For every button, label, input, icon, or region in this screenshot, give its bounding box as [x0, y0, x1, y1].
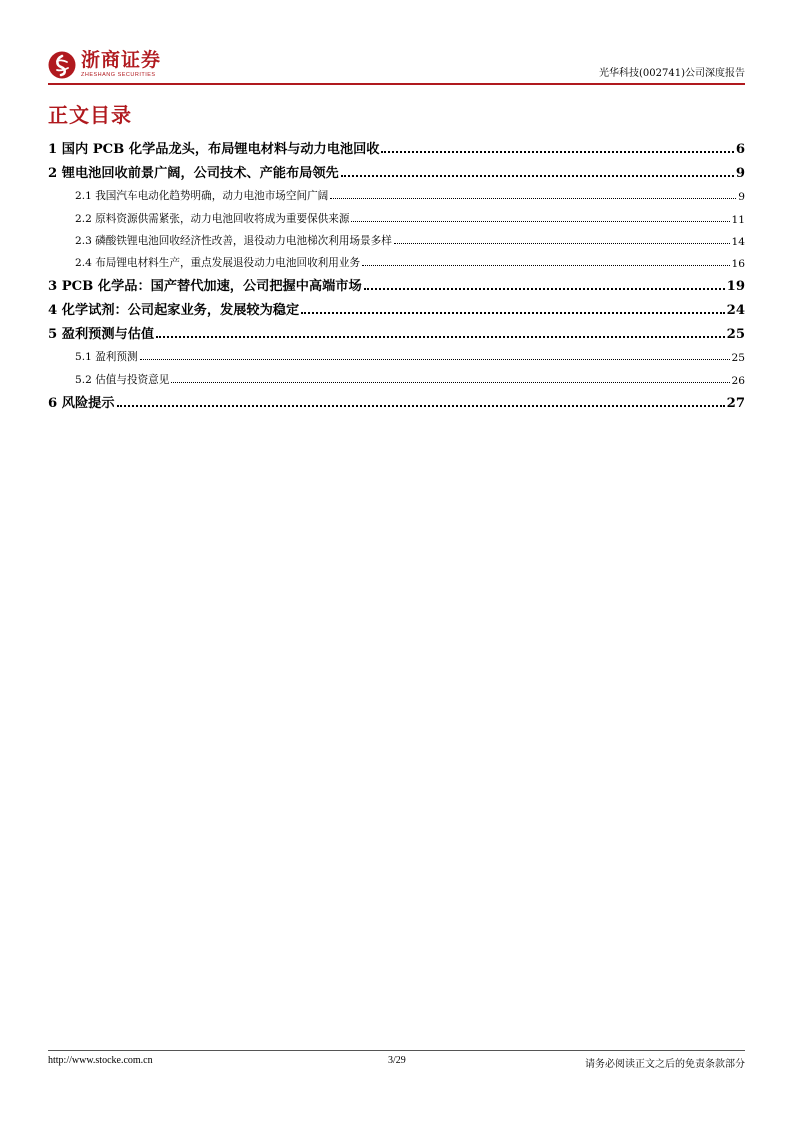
toc-entry[interactable]: [48, 387, 745, 411]
toc-entry[interactable]: [48, 157, 745, 181]
page-footer: [48, 1055, 745, 1071]
toc-title: 正文目录: [48, 103, 132, 127]
header-divider: [48, 83, 745, 85]
toc-entry[interactable]: [48, 133, 745, 157]
toc-entry-page: 24: [726, 303, 745, 319]
toc-leader-dots: [117, 405, 725, 407]
toc-leader-dots: [301, 312, 725, 314]
toc-subentry[interactable]: [48, 364, 745, 386]
toc-entry-title: 2.3 磷酸铁锂电池回收经济性改善，退役动力电池梯次利用场景多样: [75, 234, 392, 247]
toc-entry-title: 6 风险提示: [48, 395, 115, 411]
toc-entry-title: 5 盈利预测与估值: [48, 327, 155, 343]
website-link[interactable]: http://www.stocke.com.cn: [48, 1055, 153, 1066]
logo-chinese-name: 浙商证券: [81, 49, 162, 71]
toc-leader-dots: [364, 288, 725, 290]
toc-entry-title: 2.2 原料资源供需紧张，动力电池回收将成为重要保供来源: [75, 212, 350, 225]
toc-entry-page: 25: [726, 327, 745, 343]
toc-entry-page: 25: [731, 352, 745, 365]
toc-entry-page: 26: [731, 374, 745, 387]
toc-entry-title: 4 化学试剂：公司起家业务，发展较为稳定: [48, 303, 300, 319]
toc-leader-dots: [341, 175, 734, 177]
company-logo: [48, 50, 161, 79]
toc-entry-title: 2.4 布局锂电材料生产，重点发展退役动力电池回收利用业务: [75, 257, 361, 270]
toc-subentry[interactable]: [48, 203, 745, 225]
table-of-contents: [48, 133, 745, 411]
toc-entry-page: 27: [726, 395, 745, 411]
toc-entry-page: 6: [735, 142, 745, 157]
toc-entry-title: 5.2 估值与投资意见: [75, 373, 170, 386]
toc-entry-title: 2 锂电池回收前景广阔，公司技术、产能布局领先: [48, 166, 339, 181]
toc-entry-page: 9: [738, 191, 745, 204]
toc-entry[interactable]: [48, 318, 745, 342]
toc-leader-dots: [381, 151, 733, 153]
toc-leader-dots: [140, 359, 730, 360]
toc-leader-dots: [394, 243, 730, 244]
toc-entry-page: 14: [731, 235, 745, 248]
logo-english-name: ZHESHANG SECURITIES: [81, 72, 156, 78]
toc-entry-title: 2.1 我国汽车电动化趋势明确，动力电池市场空间广阔: [75, 190, 329, 203]
page-header: [48, 50, 745, 84]
page-number: 3/29: [388, 1055, 406, 1066]
toc-entry-page: 11: [731, 213, 745, 226]
toc-entry-title: 3 PCB 化学品：国产替代加速，公司把握中高端市场: [48, 279, 362, 295]
toc-leader-dots: [171, 382, 729, 383]
footer-divider: [48, 1050, 745, 1051]
toc-entry-page: 9: [735, 166, 745, 181]
toc-entry-title: 5.1 盈利预测: [75, 351, 138, 364]
toc-entry-page: 16: [731, 258, 745, 271]
toc-leader-dots: [362, 265, 729, 266]
toc-leader-dots: [330, 198, 736, 199]
disclaimer-note: 请务必阅读正文之后的免责条款部分: [585, 1059, 745, 1070]
toc-entry-title: 1 国内 PCB 化学品龙头，布局锂电材料与动力电池回收: [48, 142, 380, 157]
toc-entry[interactable]: [48, 270, 745, 294]
toc-subentry[interactable]: [48, 181, 745, 203]
toc-leader-dots: [351, 221, 729, 222]
toc-subentry[interactable]: [48, 342, 745, 364]
toc-subentry[interactable]: [48, 226, 745, 248]
toc-entry-page: 19: [726, 279, 745, 295]
toc-entry[interactable]: [48, 294, 745, 318]
report-title: 光华科技(002741)公司深度报告: [599, 68, 745, 79]
toc-subentry[interactable]: [48, 248, 745, 270]
toc-leader-dots: [156, 336, 725, 338]
zheshang-logo-icon: [48, 51, 76, 79]
